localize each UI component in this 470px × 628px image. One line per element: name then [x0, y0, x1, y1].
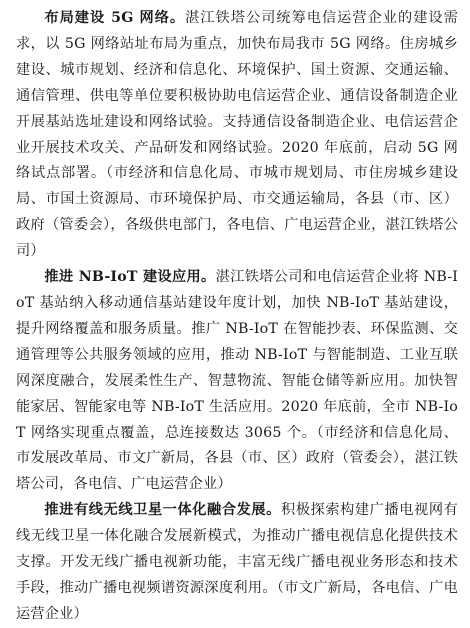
- paragraph-body: 湛江铁塔公司和电信运营企业将 NB-IoT 基站纳入移动通信基站建设年度计划，加快 NB-IoT 基站建设，提升网络覆盖和服务质量。推广 NB-IoT 在智能抄表、环保监测、交通管理等公共服务领域的应用，推动 NB-IoT 与智能制造、工业互联网深度融合，发展柔性生产、智慧物流、智能仓储等新应用。加快智能家居、智能家电等 NB-IoT 生活应用。2020 年底前，全市 NB-IoT 网络实现重点覆盖，总连接数达 3065 个。（市经济和信息化局、市发展改革局、市文广新局，各县（市、区）政府（管委会），湛江铁塔公司，各电信、广电运营企业）: [16, 269, 459, 493]
- paragraph-heading: 推进有线无线卫星一体化融合发展。: [44, 502, 281, 519]
- paragraph-5g-network: [16, 6, 458, 265]
- paragraph-broadcast-integration: [16, 498, 458, 628]
- paragraph-body: 湛江铁塔公司统筹电信运营企业的建设需求，以 5G 网络站址布局为重点，加快布局我市 5G 网络。住房城乡建设、城市规划、经济和信息化、环境保护、国土资源、交通运输、通信管理、供电等单位要积极协助电信运营企业、通信设备制造企业开展基站选址建设和网络试验。支持通信设备制造企业、电信运营企业开展技术攻关、产品研发和网络试验。2020 年底前，启动 5G 网络试点部署。（市经济和信息化局、市城市规划局、市住房城乡建设局、市国土资源局、市环境保护局、市交通运输局，各县（市、区）政府（管委会），各级供电部门，各电信、广电运营企业，湛江铁塔公司）: [16, 10, 458, 260]
- paragraph-heading: 推进 NB-IoT 建设应用。: [44, 269, 216, 286]
- paragraph-heading: 布局建设 5G 网络。: [44, 10, 186, 26]
- paragraph-nb-iot: [16, 265, 458, 498]
- paragraph-body: 积极探索构建广播电视网有线无线卫星一体化融合发展新模式，为推动广播电视信息化提供技术支撑。开发无线广播电视新功能，丰富无线广播电视业务形态和技术手段，推动广播电视频谱资源深度利用。（市文广新局，各电信、广电运营企业）: [16, 502, 458, 622]
